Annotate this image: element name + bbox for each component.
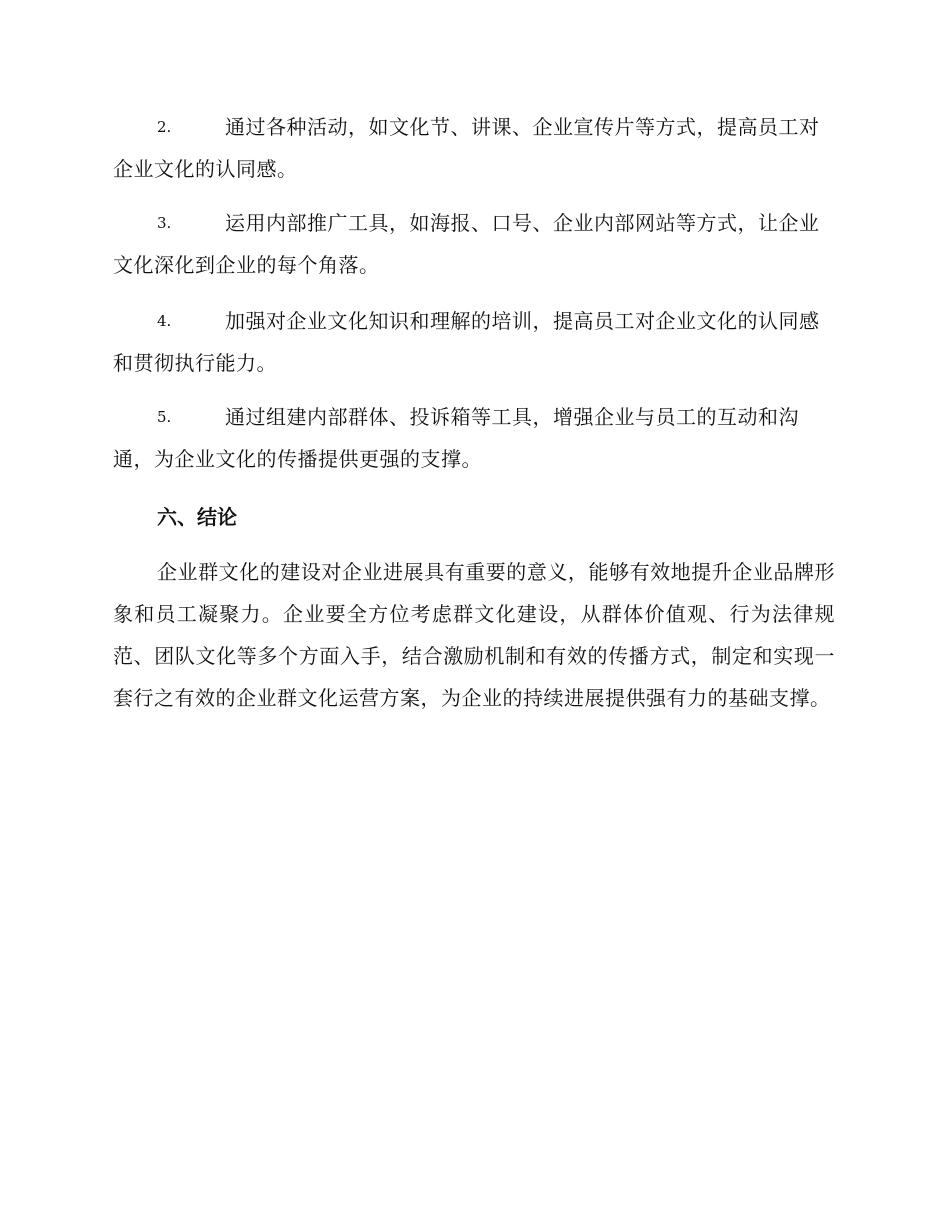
list-item-text: 通过各种活动，如文化节、讲课、企业宣传片等方式，提高员工对企业文化的认同感。 — [113, 115, 820, 181]
list-item — [113, 396, 835, 480]
conclusion-paragraph: 企业群文化的建设对企业进展具有重要的意义，能够有效地提升企业品牌形象和员工凝聚力。企业要全方位考虑群文化建设，从群体价值观、行为法律规范、团队文化等多个方面入手，结合激励机制和有效的传播方式，制定和实现一套行之有效的企业群文化运营方案，为企业的持续进展提供强有力的基础支撑。 — [113, 560, 835, 710]
list-item-text: 通过组建内部群体、投诉箱等工具，增强企业与员工的互动和沟通，为企业文化的传播提供更强的支撑。 — [113, 405, 799, 471]
section-heading: 六、结论 — [157, 505, 237, 529]
list-item-number: 2. — [157, 118, 172, 136]
list-item — [113, 300, 835, 384]
list-item-number: 5. — [157, 408, 172, 426]
list-item-number: 4. — [157, 312, 172, 330]
list-item — [113, 106, 835, 190]
list-item — [113, 202, 835, 286]
list-item-text: 运用内部推广工具，如海报、口号、企业内部网站等方式，让企业文化深化到企业的每个角落。 — [113, 211, 820, 277]
list-item-text: 加强对企业文化知识和理解的培训，提高员工对企业文化的认同感和贯彻执行能力。 — [113, 309, 820, 375]
list-item-number: 3. — [157, 214, 172, 232]
